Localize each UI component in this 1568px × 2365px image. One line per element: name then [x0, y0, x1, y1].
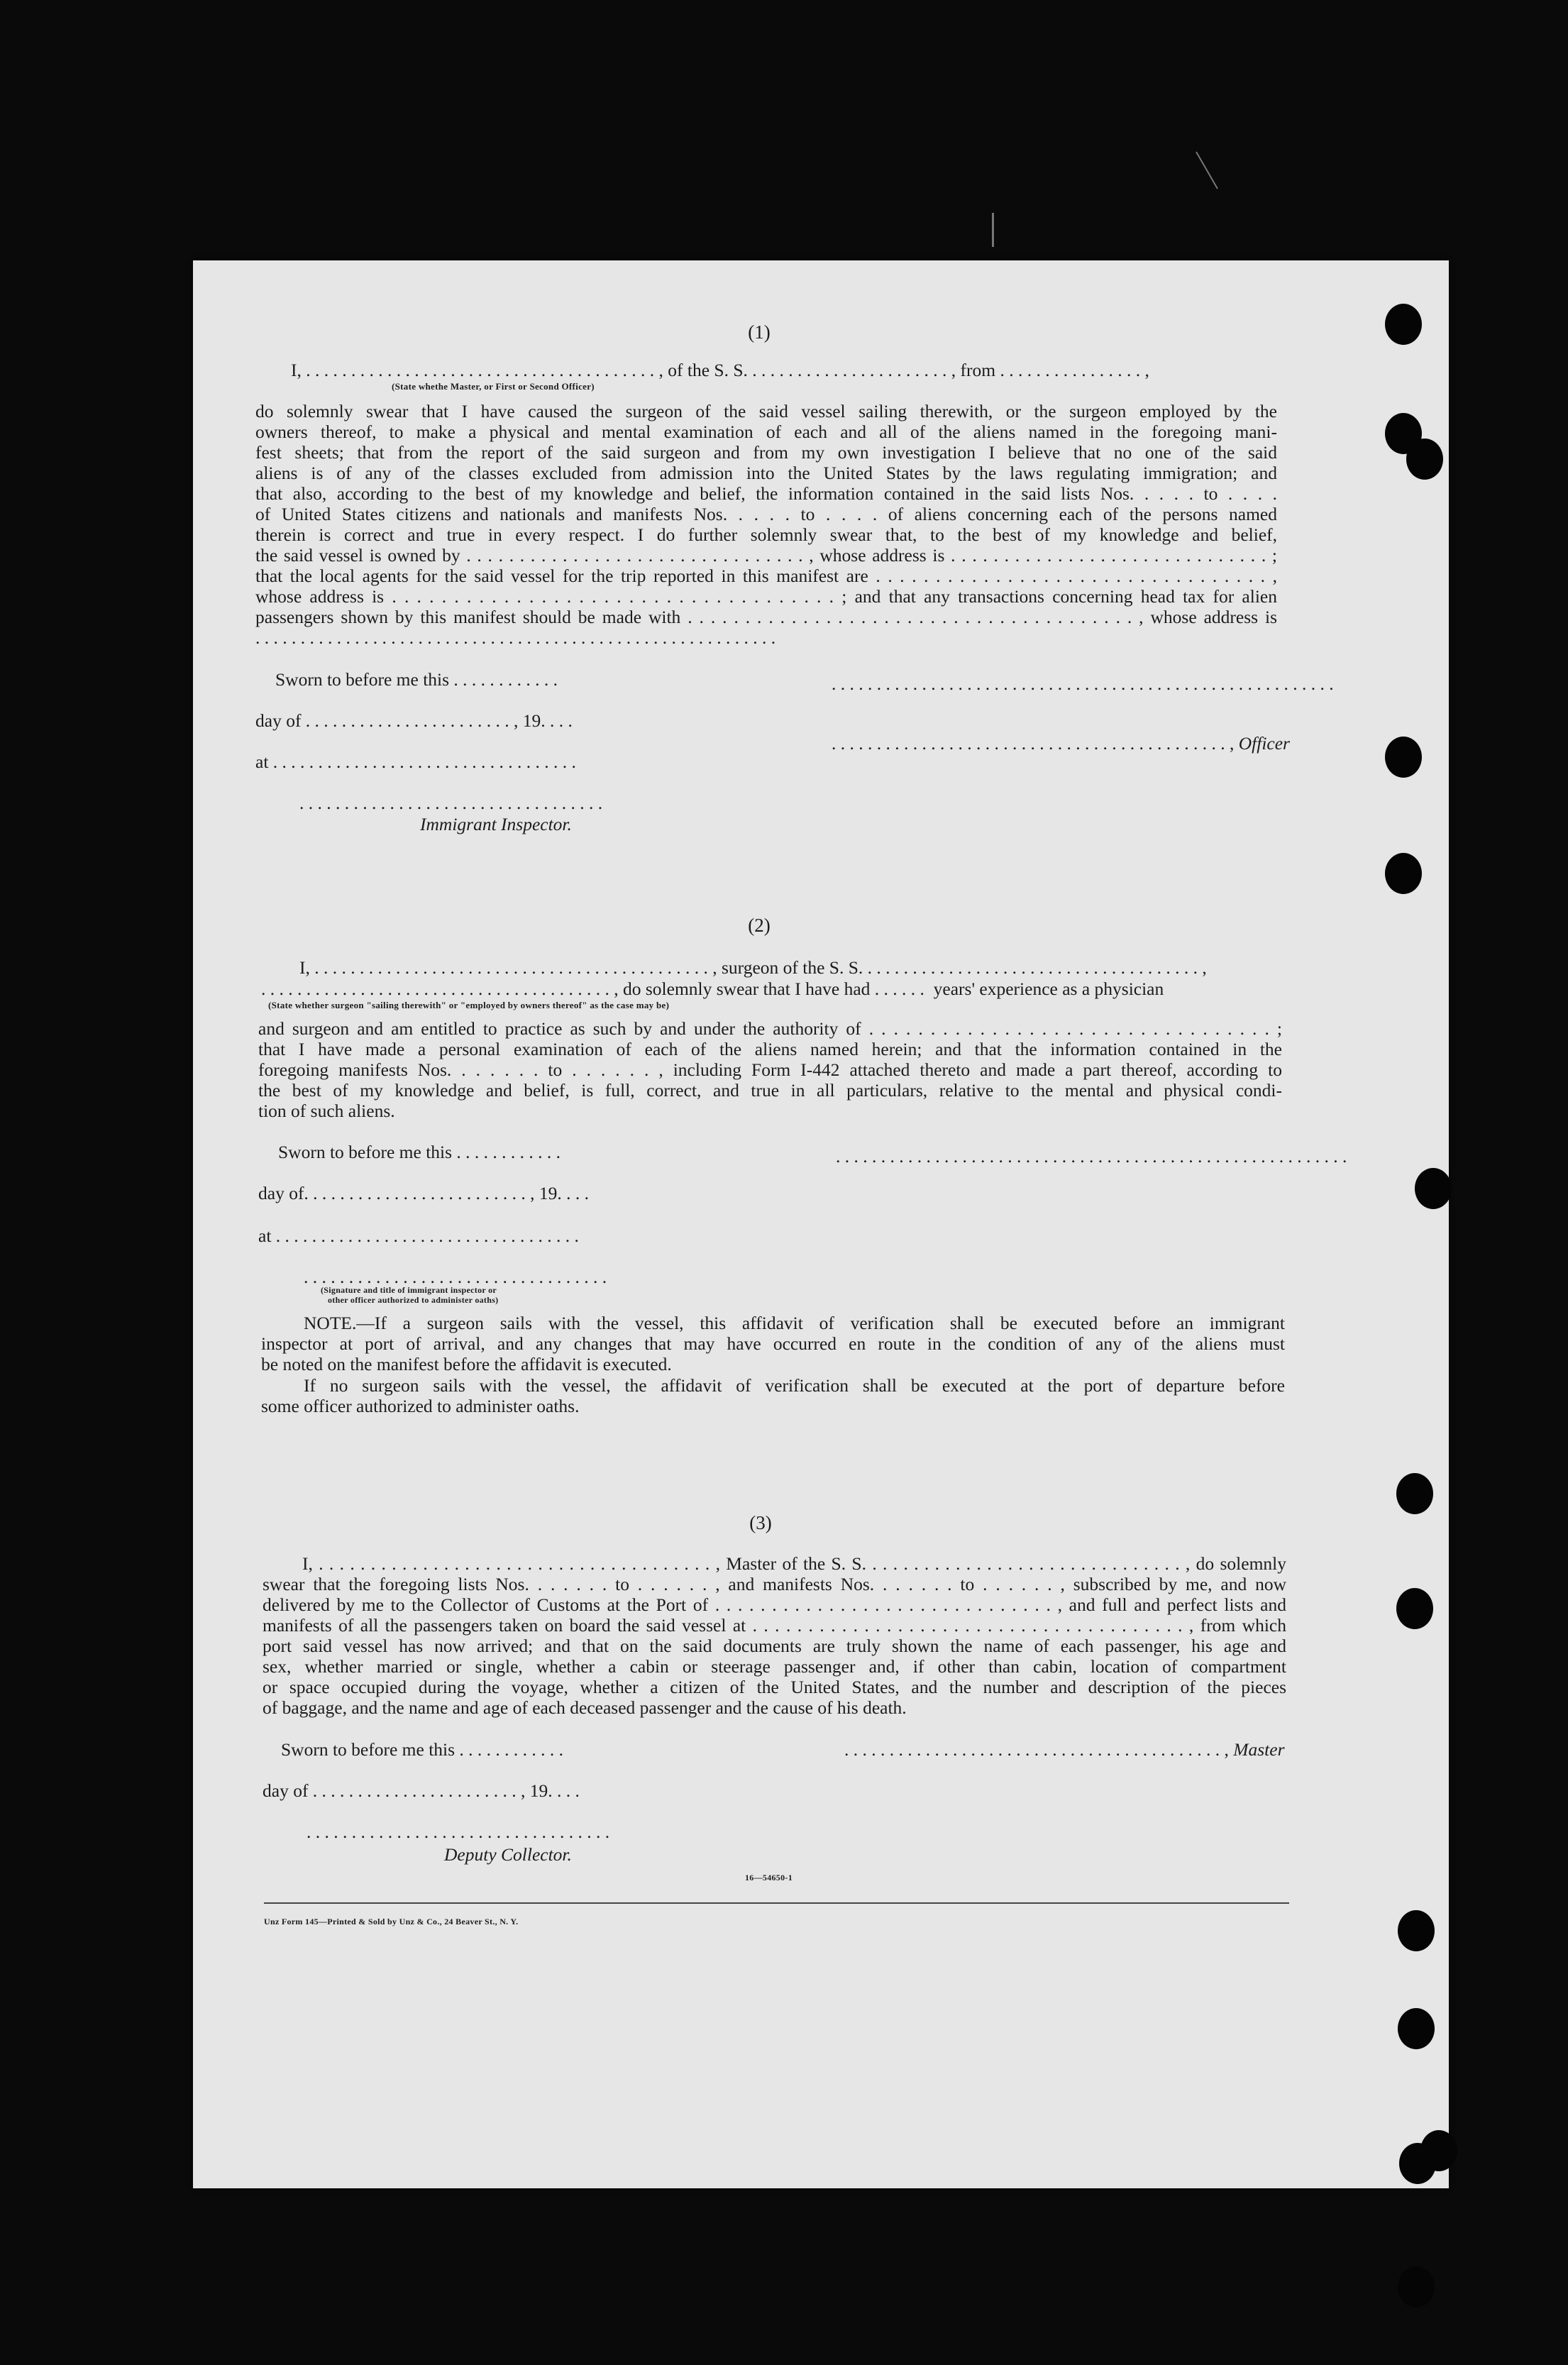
section-3-master-label: Master	[1233, 1739, 1285, 1760]
section-1-body-line: whose address is . . . . . . . . . . . . . . . . . . . . . . . . . . . . . . . . . . . . ; and that any transactions concerning head tax for alien	[255, 586, 1277, 607]
section-1-day: day of . . . . . . . . . . . . . . . . . . . . . . . , 19. . . .	[255, 710, 573, 731]
section-1-sworn: Sworn to before me this . . . . . . . . . . . .	[275, 669, 558, 690]
section-1-caption: (State whethe Master, or First or Second Officer)	[392, 381, 595, 392]
binder-hole	[1385, 304, 1422, 345]
section-1-body-line: owners thereof, to make a physical and mental examination of each and all of the aliens named in the foregoing mani-	[255, 421, 1277, 442]
section-2-sworn: Sworn to before me this . . . . . . . . . . . .	[278, 1142, 561, 1162]
section-3-body-line: I, . . . . . . . . . . . . . . . . . . . . . . . . . . . . . . . . . . . . . . , Master of the S. S. . . . . . . . . . . . . . . . . . . . . . . . . . . . . . . , do solemnly	[302, 1553, 1286, 1574]
section-2-sworn-dots: . . . . . . . . . . . . . . . . . . . . . . . . . . . . . . . . . . . . . . . . . . . . . . . . . . . . . . . . .	[836, 1146, 1347, 1167]
section-1-body-line: passengers shown by this manifest should be made with . . . . . . . . . . . . . . . . . . . . . . . . . . . . . . . . . . . . . . . , whose address is	[255, 607, 1277, 627]
section-3-collector-label: Deputy Collector.	[444, 1844, 572, 1865]
section-2-at: at . . . . . . . . . . . . . . . . . . . . . . . . . . . . . . . . . .	[258, 1225, 579, 1246]
section-1-body	[255, 401, 1277, 648]
binder-hole	[1385, 737, 1422, 778]
section-3-body-line: or space occupied during the voyage, whether a citizen of the United States, and the number and description of the pieces	[263, 1677, 1286, 1697]
section-1-officer-dots: . . . . . . . . . . . . . . . . . . . . . . . . . . . . . . . . . . . . . . . . . . . . ,	[832, 733, 1239, 754]
section-2-body-line: the best of my knowledge and belief, is full, correct, and true in all particulars, relative to the mental and physical condi-	[258, 1080, 1282, 1101]
section-3-body-line: manifests of all the passengers taken on board the said vessel at . . . . . . . . . . . . . . . . . . . . . . . . . . . . . . . . . . . . . . . , from which	[263, 1615, 1286, 1636]
section-2-caption: (State whether surgeon "sailing therewith" or "employed by owners thereof" as the case may be)	[268, 1000, 670, 1010]
section-1-number: (1)	[748, 321, 771, 343]
section-3-collector-dots: . . . . . . . . . . . . . . . . . . . . . . . . . . . . . . . . . .	[307, 1821, 610, 1842]
section-3-body-line: swear that the foregoing lists Nos. . . . . . . to . . . . . . , and manifests Nos. . . . . . . to . . . . . . , subscribed by me, and now	[263, 1574, 1286, 1594]
binder-hole	[1406, 439, 1443, 480]
binder-hole	[1399, 2143, 1436, 2184]
section-1-body-line: that the local agents for the said vessel for the trip reported in this manifest are . . . . . . . . . . . . . . . . . . . . . . . . . . . . . . . . . ,	[255, 566, 1277, 586]
section-1-body-line: the said vessel is owned by . . . . . . . . . . . . . . . . . . . . . . . . . . . . . . . . , whose address is . . . . . . . . . . . . . . . . . . . . . . . . . . . . . . ;	[255, 545, 1277, 566]
section-2-body-line: foregoing manifests Nos. . . . . . . to . . . . . . , including Form I-442 attached thereto and made a part thereof, according to	[258, 1059, 1282, 1080]
section-1-body-line: fest sheets; that from the report of the said surgeon and from my own investigation I believe that no one of the said	[255, 442, 1277, 463]
section-3-master-signature	[844, 1741, 1285, 1759]
section-3-sworn: Sworn to before me this . . . . . . . . . . . .	[281, 1739, 564, 1760]
section-3-body-line: delivered by me to the Collector of Customs at the Port of . . . . . . . . . . . . . . . . . . . . . . . . . . . . . . , and full and perfect lists and	[263, 1594, 1286, 1615]
section-2-signature-caption-2: other officer authorized to administer oaths)	[328, 1295, 499, 1305]
section-3-master-dots: . . . . . . . . . . . . . . . . . . . . . . . . . . . . . . . . . . . . . . . . . . ,	[844, 1739, 1234, 1760]
section-3-body-line: sex, whether married or single, whether a cabin or steerage passenger and, if other than cabin, location of compartment	[263, 1656, 1286, 1677]
section-3-day: day of . . . . . . . . . . . . . . . . . . . . . . . , 19. . . .	[263, 1780, 580, 1801]
footer-rule	[264, 1902, 1289, 1904]
section-2-note	[261, 1313, 1285, 1374]
binder-hole	[1398, 2008, 1435, 2049]
section-2-note-line: be noted on the manifest before the affidavit is executed.	[261, 1354, 672, 1374]
binder-hole	[1415, 1168, 1452, 1209]
binder-hole	[1398, 2266, 1435, 2308]
section-1-body-line: therein is correct and true in every respect. I do further solemnly swear that, to the best of my knowledge and belief,	[255, 524, 1277, 545]
binder-hole	[1385, 853, 1422, 894]
section-2-number: (2)	[748, 915, 771, 936]
section-1-body-line: of United States citizens and nationals and manifests Nos. . . . . to . . . . of aliens concerning each of the persons named	[255, 504, 1277, 524]
printer-imprint: Unz Form 145—Printed & Sold by Unz & Co., 24 Beaver St., N. Y.	[264, 1917, 519, 1926]
section-2-body-line: that I have made a personal examination of each of the aliens named herein; and that the information contained in the	[258, 1039, 1282, 1059]
section-2-body-line: and surgeon and am entitled to practice as such by and under the authority of . . . . . . . . . . . . . . . . . . . . . . . . . . . . . . . . . ;	[258, 1018, 1282, 1039]
section-1-inspector-dots: . . . . . . . . . . . . . . . . . . . . . . . . . . . . . . . . . .	[299, 793, 603, 813]
section-3-body-line: port said vessel has now arrived; and that on the said documents are truly shown the name of each passenger, his age and	[263, 1636, 1286, 1656]
section-2-line-2: . . . . . . . . . . . . . . . . . . . . . . . . . . . . . . . . . . . . . . . , do solemnly swear that I have had . . . . . . years' experience as a physician	[261, 978, 1164, 999]
binder-hole	[1396, 1588, 1433, 1629]
section-1-line-1: I, . . . . . . . . . . . . . . . . . . . . . . . . . . . . . . . . . . . . . . . , of the S. S. . . . . . . . . . . . . . . . . . . . . . . , from . . . . . . . . . . . . . . . . ,	[291, 360, 1149, 380]
section-1-body-line: aliens is of any of the classes excluded from admission into the United States by the laws regulating immigration; and	[255, 463, 1277, 483]
section-2-day: day of. . . . . . . . . . . . . . . . . . . . . . . . . , 19. . . .	[258, 1183, 590, 1203]
manifest-form-page	[193, 260, 1449, 2188]
section-1-body-line: . . . . . . . . . . . . . . . . . . . . . . . . . . . . . . . . . . . . . . . . . . . . . . . . . . . . . . . . . .	[255, 627, 776, 648]
section-2-signature-caption-1: (Signature and title of immigrant inspector or	[321, 1285, 497, 1295]
section-2-note-2	[261, 1375, 1285, 1416]
section-1-at: at . . . . . . . . . . . . . . . . . . . . . . . . . . . . . . . . . .	[255, 751, 576, 772]
form-code: 16—54650-1	[745, 1873, 793, 1882]
binder-hole	[1396, 1473, 1433, 1514]
section-3-body	[263, 1553, 1286, 1718]
section-1-body-line: that also, according to the best of my knowledge and belief, the information contained in the said lists Nos. . . . . to . . . .	[255, 483, 1277, 504]
section-1-officer-signature	[832, 734, 1290, 753]
section-2-line-1: I, . . . . . . . . . . . . . . . . . . . . . . . . . . . . . . . . . . . . . . . . . . . . , surgeon of the S. S. . . . . . . . . . . . . . . . . . . . . . . . . . . . . . . . . . . . . . ,	[299, 957, 1207, 978]
section-1-sworn-dots: . . . . . . . . . . . . . . . . . . . . . . . . . . . . . . . . . . . . . . . . . . . . . . . . . . . . . . . .	[832, 673, 1334, 694]
section-2-note-line: inspector at port of arrival, and any changes that may have occurred en route in the condition of any of the aliens must	[261, 1333, 1285, 1354]
section-1-body-line: do solemnly swear that I have caused the surgeon of the said vessel sailing therewith, or the surgeon employed by the	[255, 401, 1277, 421]
section-2-body-line: tion of such aliens.	[258, 1101, 395, 1121]
section-2-note-2-line: If no surgeon sails with the vessel, the affidavit of verification shall be executed at the port of departure before	[304, 1375, 1285, 1396]
background-scratch	[1196, 152, 1218, 189]
section-3-body-line: of baggage, and the name and age of each deceased passenger and the cause of his death.	[263, 1697, 907, 1718]
section-2-body	[258, 1018, 1282, 1121]
binder-hole	[1398, 1910, 1435, 1951]
section-1-inspector-label: Immigrant Inspector.	[420, 814, 572, 834]
background-scratch	[992, 213, 994, 247]
section-2-note-2-line: some officer authorized to administer oaths.	[261, 1396, 580, 1416]
section-2-signature-dots: . . . . . . . . . . . . . . . . . . . . . . . . . . . . . . . . . .	[304, 1267, 607, 1287]
section-1-officer-label: Officer	[1238, 733, 1290, 754]
section-2-note-line: NOTE.—If a surgeon sails with the vessel, this affidavit of verification shall be executed before an immigrant	[304, 1313, 1285, 1333]
section-3-number: (3)	[749, 1512, 772, 1533]
